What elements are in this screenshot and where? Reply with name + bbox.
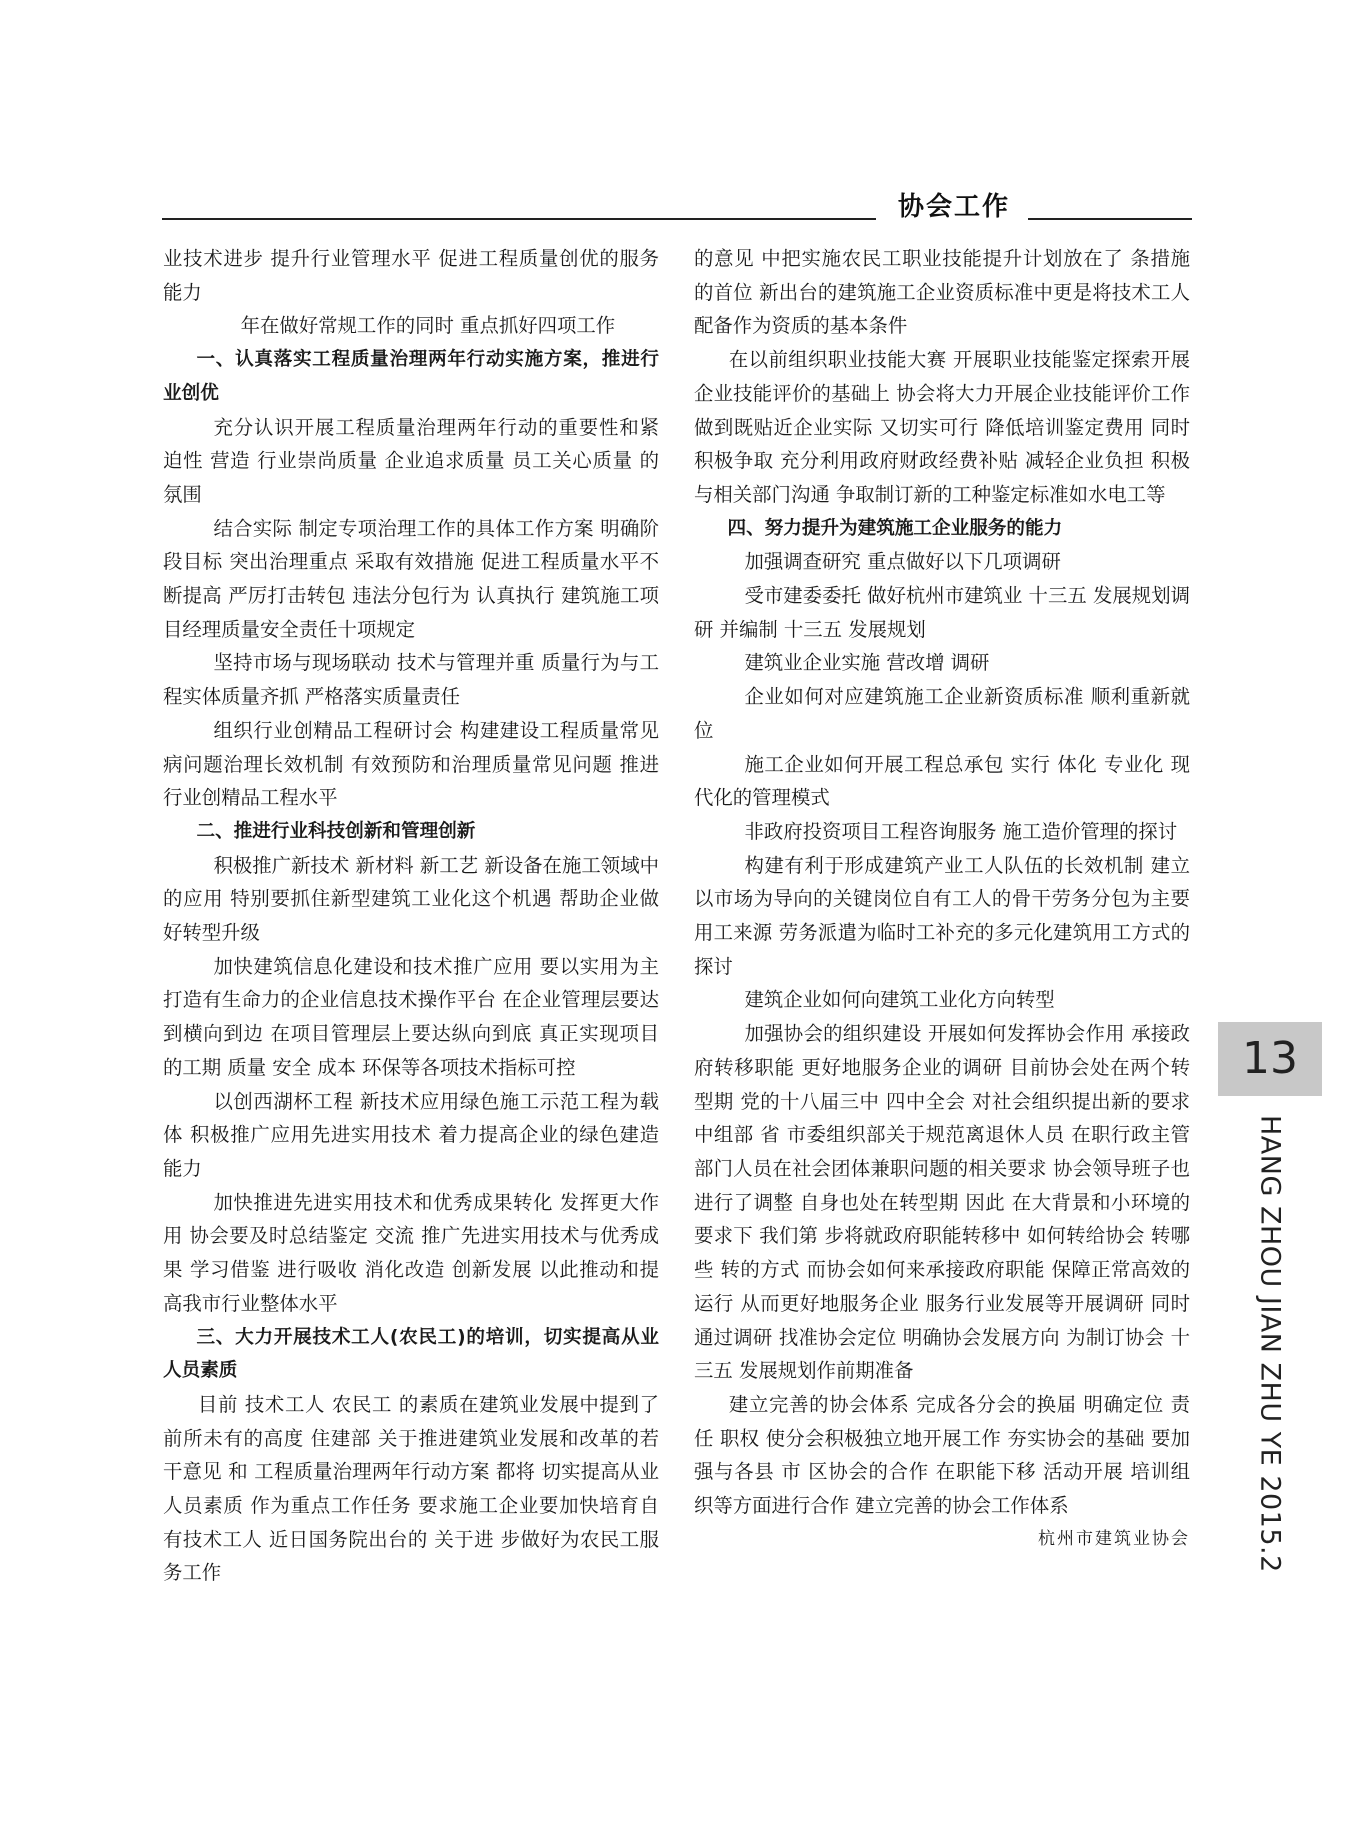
- paragraph: 的意见 中把实施农民工职业技能提升计划放在了 条措施的首位 新出台的建筑施工企业资质标准中更是将技术工人配备作为资质的基本条件: [694, 247, 1190, 338]
- left-column: [163, 242, 659, 1590]
- section-heading: 三、大力开展技术工人(农民工)的培训，切实提高从业人员素质: [163, 1326, 659, 1382]
- journal-vertical-label: HANG ZHOU JIAN ZHU YE 2015.2: [1254, 1115, 1286, 1573]
- paragraph: 坚持市场与现场联动 技术与管理并重 质量行为与工程实体质量齐抓 严格落实质量责任: [163, 651, 659, 709]
- paragraph: 构建有利于形成建筑产业工人队伍的长效机制 建立以市场为导向的关键岗位自有工人的骨干劳务分包为主要用工来源 劳务派遣为临时工补充的多元化建筑用工方式的探讨: [694, 853, 1190, 978]
- paragraph: 施工企业如何开展工程总承包 实行 体化 专业化 现代化的管理模式: [694, 752, 1190, 810]
- right-column: [694, 242, 1190, 1556]
- paragraph: 年在做好常规工作的同时 重点抓好四项工作: [240, 314, 616, 338]
- paragraph: 加快推进先进实用技术和优秀成果转化 发挥更大作用 协会要及时总结鉴定 交流 推广先进实用技术与优秀成果 学习借鉴 进行吸收 消化改造 创新发展 以此推动和提高我市行业整体水平: [163, 1190, 659, 1315]
- paragraph: 建筑企业如何向建筑工业化方向转型: [744, 988, 1055, 1012]
- paragraph: 建筑业企业实施 营改增 调研: [744, 651, 990, 675]
- paragraph: 加强调查研究 重点做好以下几项调研: [744, 550, 1061, 574]
- paragraph: 在以前组织职业技能大赛 开展职业技能鉴定探索开展企业技能评价的基础上 协会将大力开展企业技能评价工作 做到既贴近企业实际 又切实可行 降低培训鉴定费用 同时积极争取 充分利用政府财政经费补贴 减轻企业负担 积极与相关部门沟通 争取制订新的工种鉴定标准如水电工等: [694, 348, 1190, 506]
- paragraph: 业技术进步 提升行业管理水平 促进工程质量创优的服务能力: [163, 247, 659, 304]
- signature: 杭州市建筑业协会: [1038, 1528, 1190, 1549]
- section-heading: 一、认真落实工程质量治理两年行动实施方案，推进行业创优: [163, 349, 659, 404]
- page-number-tab: 13: [1218, 1022, 1322, 1096]
- paragraph: 组织行业创精品工程研讨会 构建建设工程质量常见病问题治理长效机制 有效预防和治理质量常见问题 推进行业创精品工程水平: [163, 718, 659, 810]
- paragraph: 以创西湖杯工程 新技术应用绿色施工示范工程为载体 积极推广应用先进实用技术 着力提高企业的绿色建造能力: [163, 1089, 659, 1180]
- paragraph: 积极推广新技术 新材料 新工艺 新设备在施工领域中的应用 特别要抓住新型建筑工业化这个机遇 帮助企业做好转型升级: [163, 853, 659, 945]
- paragraph: 受市建委委托 做好杭州市建筑业 十三五 发展规划调研 并编制 十三五 发展规划: [694, 584, 1190, 641]
- paragraph: 加快建筑信息化建设和技术推广应用 要以实用为主 打造有生命力的企业信息技术操作平台 在企业管理层要达到横向到边 在项目管理层上要达纵向到底 真正实现项目的工期 质量 安全 成本 环保等各项技术指标可控: [163, 954, 659, 1079]
- paragraph: 非政府投资项目工程咨询服务 施工造价管理的探讨: [744, 819, 1178, 843]
- section-heading: 四、努力提升为建筑施工企业服务的能力: [727, 517, 1063, 539]
- section-title: 协会工作: [897, 192, 1010, 222]
- paragraph: [694, 1388, 1190, 1549]
- paragraph-text: 建立完善的协会体系 完成各分会的换届 明确定位 责任 职权 使分会积极独立地开展工作 夯实协会的基础 要加强与各县 市 区协会的合作 在职能下移 活动开展 培训组织等方面进行合作 建立完善的协会工作体系: [694, 1392, 1190, 1518]
- header-rule-left: [162, 218, 876, 220]
- paragraph: 目前 技术工人 农民工 的素质在建筑业发展中提到了前所未有的高度 住建部 关于推进建筑业发展和改革的若干意见 和 工程质量治理两年行动方案 都将 切实提高从业人员素质 作为重点工作任务 要求施工企业要加快培育自有技术工人 近日国务院出台的 关于进 步做好为农民工服务工作: [163, 1392, 659, 1585]
- paragraph: 加强协会的组织建设 开展如何发挥协会作用 承接政府转移职能 更好地服务企业的调研 目前协会处在两个转型期 党的十八届三中 四中全会 对社会组织提出新的要求 中组部 省 市委组织部关于规范离退休人员 在职行政主管部门人员在社会团体兼职问题的相关要求 协会领导班子也进行了调整 自身也处在转型期 因此 在大背景和小环境的要求下 我们第 步将就政府职能转移中 如何转给协会 转哪些 转的方式 而协会如何来承接政府职能 保障正常高效的运行 从而更好地服务企业 服务行业发展等开展调研 同时通过调研 找准协会定位 明确协会发展方向 为制订协会 十三五 发展规划作前期准备: [694, 1022, 1190, 1383]
- section-heading: 二、推进行业科技创新和管理创新: [196, 820, 476, 842]
- paragraph: 充分认识开展工程质量治理两年行动的重要性和紧迫性 营造 行业崇尚质量 企业追求质量 员工关心质量 的氛围: [163, 415, 659, 506]
- header-rule-right: [1028, 218, 1192, 220]
- paragraph: 结合实际 制定专项治理工作的具体工作方案 明确阶段目标 突出治理重点 采取有效措施 促进工程质量水平不断提高 严厉打击转包 违法分包行为 认真执行 建筑施工项目经理质量安全责任十项规定: [163, 516, 659, 641]
- paragraph: 企业如何对应建筑施工企业新资质标准 顺利重新就位: [694, 685, 1190, 742]
